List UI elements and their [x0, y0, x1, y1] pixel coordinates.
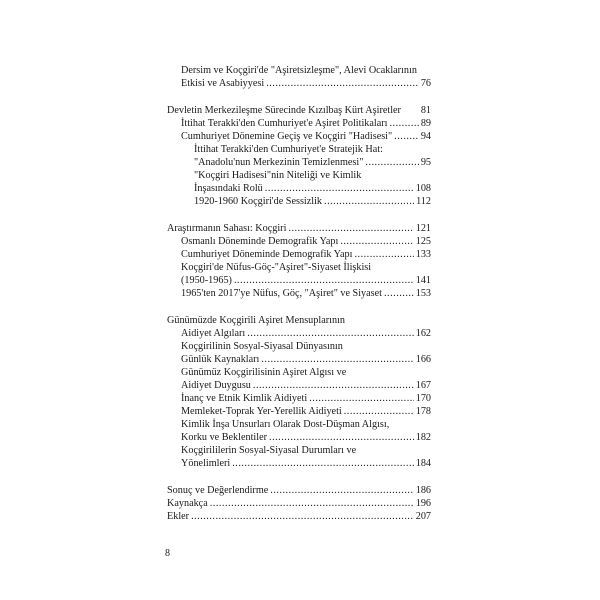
toc-entry[interactable]: [167, 510, 431, 523]
toc-leader-dots: [266, 77, 419, 90]
toc-entry-title: "Anadolu'nun Merkezinin Temizlenmesi": [194, 157, 364, 168]
toc-entry-text: İttihat Terakki'den Cumhuriyet'e Stratejik Hat:: [194, 144, 383, 155]
toc-entry[interactable]: [181, 405, 431, 418]
toc-entry-title: Kaynakça: [167, 498, 208, 509]
toc-entry[interactable]: [181, 274, 431, 287]
toc-page-number: 121: [415, 223, 431, 234]
toc-entry-title: Günlük Kaynakları: [181, 354, 260, 365]
toc-leader-dots: [389, 117, 418, 130]
toc-page-number: 153: [415, 288, 431, 299]
toc-entry-title: İttihat Terakki'den Cumhuriyet'e Aşiret Politikaları: [181, 118, 388, 129]
toc-entry-text: Günümüz Koçgirilisinin Aşiret Algısı ve: [181, 367, 347, 378]
toc-entry[interactable]: [181, 431, 431, 444]
toc-entry-text: Koçgiri'de Nüfus-Göç-"Aşiret"-Siyaset İlişkisi: [181, 262, 372, 273]
toc-page-number: 167: [415, 380, 431, 391]
toc-entry-title: İnanç ve Etnik Kimlik Aidiyeti: [181, 393, 308, 404]
toc-leader-dots: [210, 497, 414, 510]
toc-leader-dots: [288, 222, 413, 235]
toc-leader-dots: [261, 353, 413, 366]
toc-entry-title: Korku ve Beklentiler: [181, 432, 268, 443]
toc-leader-dots: [324, 195, 414, 208]
toc-entry-title: Memleket-Toprak Yer-Yerellik Aidiyeti: [181, 406, 342, 417]
toc-page-number: 133: [415, 249, 431, 260]
toc-entry-text: Kimlik İnşa Unsurları Olarak Dost-Düşman Algısı,: [181, 419, 390, 430]
toc-page-number: 162: [415, 328, 431, 339]
toc-entry-title: Aidiyet Algıları: [181, 328, 246, 339]
toc-leader-dots: [344, 405, 414, 418]
toc-page-number: 182: [415, 432, 431, 443]
toc-entry[interactable]: [194, 182, 431, 195]
toc-leader-dots: [234, 274, 414, 287]
toc-entry[interactable]: [181, 117, 431, 130]
toc-page-number: 89: [420, 118, 431, 129]
toc-leader-dots: [269, 431, 414, 444]
toc-entry[interactable]: [194, 195, 431, 208]
toc-entry-text: Koçgirililerin Sosyal-Siyasal Durumları ve: [181, 445, 357, 456]
toc-entry[interactable]: [181, 130, 431, 143]
toc-entry-text: Koçgirilinin Sosyal-Siyasal Dünyasının: [181, 341, 343, 352]
toc-entry-title: Cumhuriyet Dönemine Geçiş ve Koçgiri "Hadisesi": [181, 131, 393, 142]
toc-entry-title: İnşasındaki Rolü: [194, 183, 263, 194]
toc-entry[interactable]: [167, 484, 431, 497]
toc-entry[interactable]: [181, 457, 431, 470]
toc-leader-dots: [340, 235, 413, 248]
toc-entry[interactable]: [167, 222, 431, 235]
toc-leader-dots: [309, 392, 414, 405]
toc-entry-text: Günümüzde Koçgirili Aşiret Mensuplarının: [167, 315, 345, 326]
toc-entry[interactable]: [181, 379, 431, 392]
toc-leader-dots: [270, 484, 413, 497]
toc-leader-dots: [191, 510, 414, 523]
toc-entry[interactable]: [181, 353, 431, 366]
toc-leader-dots: [232, 457, 413, 470]
toc-entry-title: Etkisi ve Asabiyyesi: [181, 78, 265, 89]
toc-entry[interactable]: [181, 392, 431, 405]
toc-page-number: 184: [415, 458, 431, 469]
toc-page-number: 186: [415, 485, 431, 496]
toc-page-number: 112: [416, 196, 431, 207]
toc-page-number: 108: [415, 183, 431, 194]
toc-entry-title: (1950-1965): [181, 275, 232, 286]
toc-page-number: 76: [420, 78, 431, 89]
toc-page-number: 207: [415, 511, 431, 522]
toc-page-number: 95: [420, 157, 431, 168]
toc-entry-title: Aidiyet Duygusu: [181, 380, 251, 391]
toc-entry-text: Dersim ve Koçgiri'de "Aşiretsizleşme", Alevi Ocaklarının: [181, 65, 417, 76]
toc-page-number: 196: [415, 498, 431, 509]
toc-leader-dots: [365, 156, 418, 169]
toc-entry-title: Devletin Merkezileşme Sürecinde Kızılbaş Kürt Aşiretler: [167, 105, 401, 116]
toc-leader-dots: [247, 327, 413, 340]
toc-page-number: 94: [420, 131, 431, 142]
toc-entry-title: Yönelimleri: [181, 458, 231, 469]
toc-entry[interactable]: [167, 104, 431, 117]
toc-page-number: 141: [415, 275, 431, 286]
toc-page-number: 166: [415, 354, 431, 365]
toc-page-number: 178: [415, 406, 431, 417]
toc-entry[interactable]: [181, 327, 431, 340]
toc-leader-dots: [253, 379, 414, 392]
toc-entry-title: Cumhuriyet Döneminde Demografik Yapı: [181, 249, 353, 260]
toc-leader-dots: [354, 248, 413, 261]
page-number-footer: 8: [165, 548, 170, 559]
toc-entry-title: 1920-1960 Koçgiri'de Sessizlik: [194, 196, 323, 207]
toc-entry-text: "Koçgiri Hadisesi"nin Niteliği ve Kimlik: [194, 170, 362, 181]
toc-entry[interactable]: [181, 248, 431, 261]
toc-entry-title: 1965'ten 2017'ye Nüfus, Göç, "Aşiret" ve Siyaset: [181, 288, 382, 299]
toc-entry[interactable]: [181, 235, 431, 248]
toc-entry-title: Osmanlı Döneminde Demografik Yapı: [181, 236, 339, 247]
toc-leader-dots: [384, 287, 414, 300]
toc-page-number: 81: [420, 105, 431, 116]
toc-entry[interactable]: [181, 287, 431, 300]
toc-entry-title: Araştırmanın Sahası: Koçgiri: [167, 223, 287, 234]
toc-entry[interactable]: [181, 77, 431, 90]
toc-entry-title: Ekler: [167, 511, 190, 522]
toc-leader-dots: [394, 130, 419, 143]
toc-entry-title: Sonuç ve Değerlendirme: [167, 485, 269, 496]
toc-entry[interactable]: [194, 156, 431, 169]
toc-entry[interactable]: [167, 497, 431, 510]
toc-page-number: 125: [415, 236, 431, 247]
toc-page-number: 170: [415, 393, 431, 404]
toc-leader-dots: [265, 182, 414, 195]
